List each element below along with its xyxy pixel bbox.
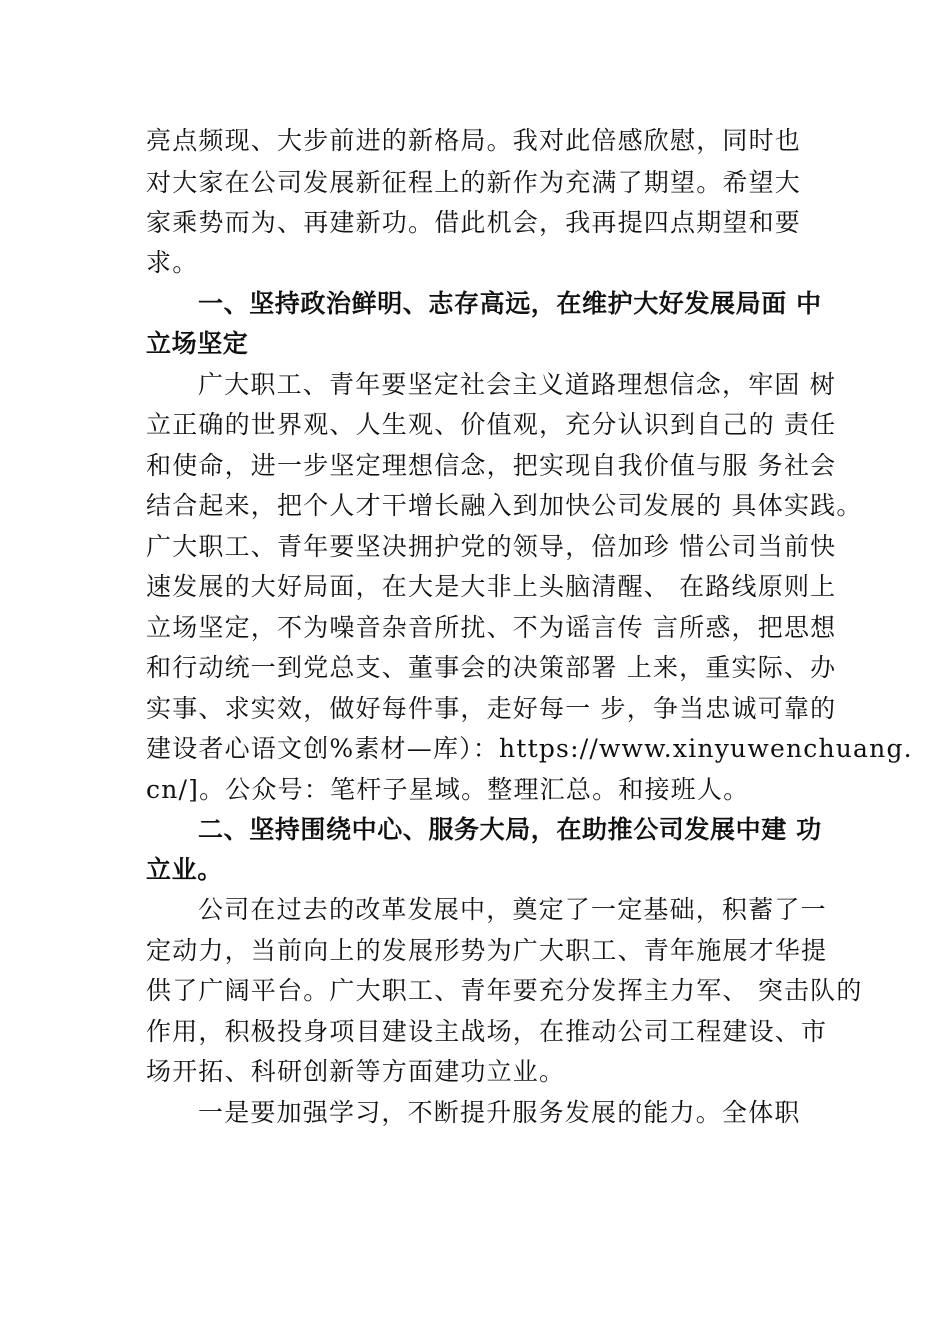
body-line: 结合起来，把个人才干增长融入到加快公司发展的 具体实践。	[146, 491, 863, 520]
body-line: 定动力，当前向上的发展形势为广大职工、青年施展才华提	[146, 936, 828, 965]
body-line: 供了广阔平台。广大职工、青年要充分发挥主力军、 突击队的	[146, 976, 863, 1005]
section-heading: 一、坚持政治鲜明、志存高远，在维护大好发展局面 中	[198, 289, 822, 318]
body-line: 一是要加强学习，不断提升服务发展的能力。全体职	[198, 1098, 801, 1127]
body-line: 对大家在公司发展新征程上的新作为充满了期望。希望大	[146, 168, 802, 197]
body-line: cn/]。公众号：笔杆子星域。整理汇总。和接班人。	[146, 775, 750, 804]
body-line: 和使命，进一步坚定理想信念，把实现自我价值与服 务社会	[146, 451, 837, 480]
body-line: 广大职工、青年要坚定社会主义道路理想信念，牢固 树	[198, 370, 836, 399]
body-line: 公司在过去的改革发展中，奠定了一定基础，积蓄了一	[198, 895, 827, 924]
body-line: 速发展的大好局面，在大是大非上头脑清醒、 在路线原则上	[146, 572, 837, 601]
body-line: 建设者心语文创%素材—库）：https://www.xinyuwenchuang.	[146, 734, 913, 763]
body-line: 家乘势而为、再建新功。借此机会，我再提四点期望和要	[146, 208, 802, 237]
body-line: 立场坚定，不为噪音杂音所扰、不为谣言传 言所惑，把思想	[146, 613, 837, 642]
body-line: 亮点频现、大步前进的新格局。我对此倍感欣慰，同时也	[146, 126, 802, 155]
section-heading: 立业。	[146, 855, 223, 884]
body-line: 场开拓、科研创新等方面建功立业。	[146, 1057, 566, 1086]
body-line: 广大职工、青年要坚决拥护党的领导，倍加珍 惜公司当前快	[146, 532, 837, 561]
body-line: 实事、求实效，做好每件事，走好每一 步，争当忠诚可靠的	[146, 694, 837, 723]
body-line: 作用，积极投身项目建设主战场，在推动公司工程建设、市	[146, 1017, 828, 1046]
body-line: 立正确的世界观、人生观、价值观，充分认识到自己的 责任	[146, 410, 837, 439]
body-line: 和行动统一到党总支、董事会的决策部署 上来，重实际、办	[146, 653, 837, 682]
section-heading: 立场坚定	[146, 329, 249, 358]
body-line: 求。	[146, 248, 199, 277]
section-heading: 二、坚持围绕中心、服务大局，在助推公司发展中建 功	[198, 815, 822, 844]
